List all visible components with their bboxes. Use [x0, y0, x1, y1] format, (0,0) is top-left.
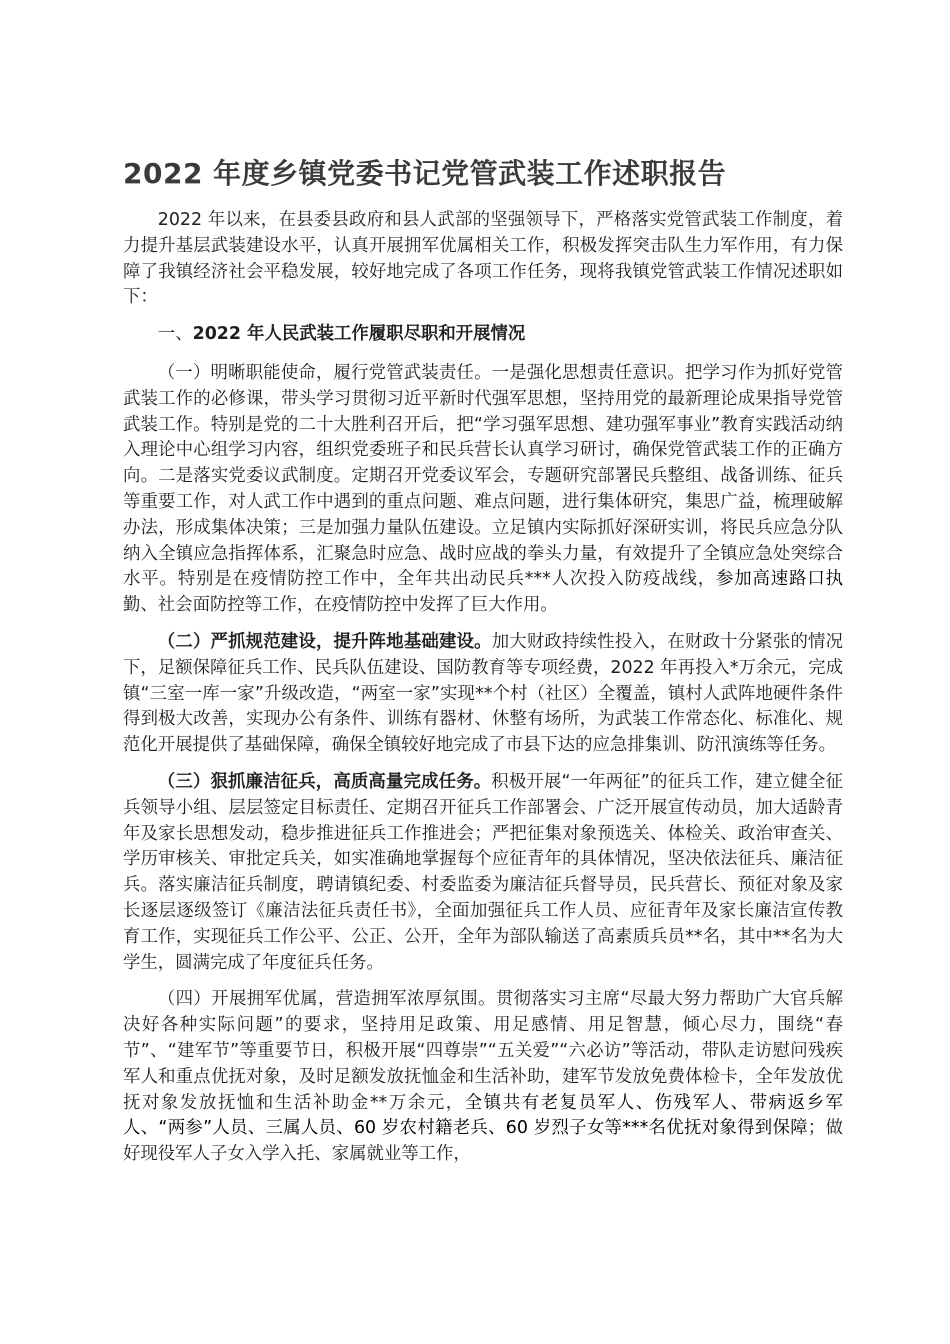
paragraph-2-lead: （二）严抓规范建设，提升阵地基础建设。: [157, 631, 492, 652]
paragraph-2: [123, 630, 843, 759]
document-body: [123, 208, 843, 1168]
document-title: 2022 年度乡镇党委书记党管武装工作述职报告: [123, 157, 727, 190]
section-heading-prefix: 一、: [157, 324, 193, 345]
intro-paragraph: 2022 年以来，在县委县政府和县人武部的坚强领导下，严格落实党管武装工作制度，着力提升基层武装建设水平，认真开展拥军优属相关工作，积极发挥突击队生力军作用，有力保障了我镇经济社会平稳发展，较好地完成了各项工作任务，现将我镇党管武装工作情况述职如下：: [123, 210, 843, 308]
paragraph-1: [123, 361, 843, 619]
paragraph-4-text: （四）开展拥军优属，营造拥军浓厚氛围。贯彻落实习主席“尽最大努力帮助广大官兵解决好各种实际问题”的要求，坚持用足政策、用足感情、用足智慧，倾心尽力，围绕“春节”、“建军节”等重要节日，积极开展“四尊崇”“五关爱”“六必访”等活动，带队走访慰问残疾军人和重点优抚对象，及时足额发放抚恤金和生活补助，建军节发放免费体检卡，全年发放优抚对象发放抚恤和生活补助金**万余元，: [123, 989, 843, 1113]
paragraph-3: [123, 770, 843, 976]
section-heading: [123, 322, 843, 348]
paragraph-4-tail: ；做好现役军人子女入学入托、家属就业等工作，: [123, 1118, 843, 1165]
paragraph-3-lead: （三）狠抓廉洁征兵，高质高量完成任务。: [157, 771, 492, 792]
paragraph-1-text: （一）明晰职能使命，履行党管武装责任。一是强化思想责任意识。把学习作为抓好党管武装工作的必修课，带头学习贯彻习近平新时代强军思想，坚持用党的最新理论成果指导党管武装工作。特别是党的二十大胜利召开后，把“学习强军思想、建功强军事业”教育实践活动纳入理论中心组学习内容，组织党委班子和民兵营长认真学习研讨，确保党管武装工作的正确方向。二是落实党委议武制度。定期召开党委议军会，专题研究部署民兵整组、战备训练、征兵等重要工作，对人武工作中遇到的重点问题、难点问题，进行集体研究，集思广益，梳理破解办法，形成集体决策；三是加强力量队伍建设。立足镇内实际抓好深研实训，将民兵应急分队纳入全镇应急指挥体系，汇聚急时应急、战时应战的拳头力量，有效提升了全镇应急处突综合水平。特别是在疫情防控工作中，全年共出动民兵***人次投入防疫战线，: [123, 362, 843, 590]
paragraph-1-emphasis: 参加高速路口执: [716, 569, 843, 590]
paragraph-1-tail: 勤、社会面防控等工作，在疫情防控中发挥了巨大作用。: [123, 595, 558, 616]
paragraph-4: [123, 987, 843, 1168]
paragraph-3-text: 积极开展“一年两征”的征兵工作，建立健全征兵领导小组、层层签定目标责任、定期召开征兵工作部署会、广泛开展宣传动员，加大适龄青年及家长思想发动，稳步推进征兵工作推进会；严把征集对象预选关、体检关、政治审查关、学历审核关、审批定兵关，如实准确地掌握每个应征青年的具体情况，坚决依法征兵、廉洁征兵。落实廉洁征兵制度，聘请镇纪委、村委监委为廉洁征兵督导员，民兵营长、预征对象及家长逐层逐级签订《廉洁法征兵责任书》，全面加强征兵工作人员、应征青年及家长廉洁宣传教育工作，实现征兵工作公平、公正、公开，全年为部队输送了高素质兵员**名，其中**名为大学生，圆满完成了年度征兵任务。: [123, 771, 843, 973]
paragraph-4-emphasis: 全镇共有老复员军人、伤残军人、带病返乡军人、“两参”人员、三属人员、60 岁农村籍老兵、60 岁烈子女等***名优抚对象得到保障: [123, 1092, 843, 1139]
section-heading-title: 2022 年人民武装工作履职尽职和开展情况: [192, 324, 526, 345]
paragraph-2-text: 加大财政持续性投入，在财政十分紧张的情况下，足额保障征兵工作、民兵队伍建设、国防教育等专项经费，2022 年再投入*万余元，完成镇“三室一库一家”升级改造，“两室一家”实现**个村（社区）全覆盖，镇村人武阵地硬件条件得到极大改善，实现办公有条件、训练有器材、休整有场所，为武装工作常态化、标准化、规范化开展提供了基础保障，确保全镇较好地完成了市县下达的应急排集训、防汛演练等任务。: [123, 631, 843, 756]
